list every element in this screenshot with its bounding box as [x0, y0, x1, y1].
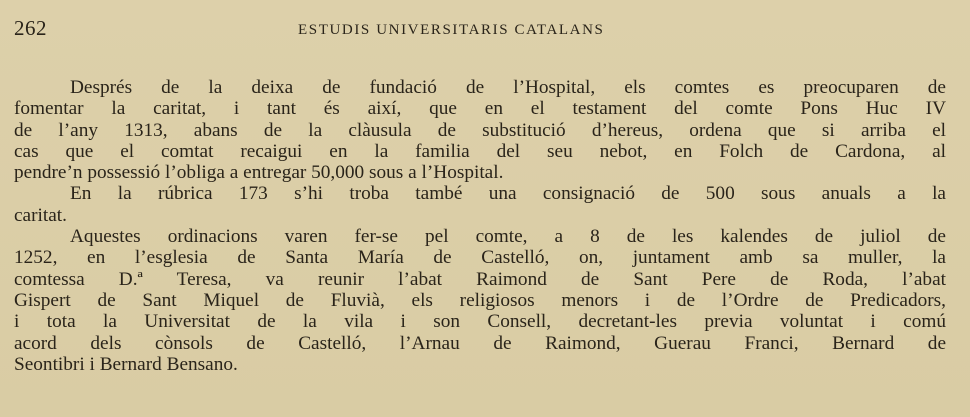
text-line: Després de la deixa de fundació de l’Hospital, els comtes es preocuparen de: [70, 77, 946, 98]
text-line: fomentar la caritat, i tant és així, que en el testament del comte Pons Huc IV: [14, 98, 946, 120]
text-line: 1252, en l’esglesia de Santa María de Castelló, on, juntament amb sa muller, la: [14, 247, 946, 269]
text-line: de l’any 1313, abans de la clàusula de substitució d’hereus, ordena que si arriba el: [14, 119, 946, 141]
text-line: Aquestes ordinacions varen fer-se pel comte, a 8 de les kalendes de juliol de: [70, 226, 946, 248]
page-header: [0, 14, 970, 44]
body-text: [14, 77, 946, 375]
text-line: Gispert de Sant Miquel de Fluvià, els religiosos menors i de l’Ordre de Predicadors,: [14, 289, 946, 311]
text-line: i tota la Universitat de la vila i son Consell, decretant-les previa voluntat i comú: [14, 311, 946, 333]
text-line: comtessa D.ª Teresa, va reunir l’abat Raimond de Sant Pere de Roda, l’abat: [14, 268, 946, 290]
text-line: En la rúbrica 173 s’hi troba també una consignació de 500 sous anuals a la: [70, 183, 946, 205]
text-line: cas que el comtat recaigui en la familia del seu nebot, en Folch de Cardona, al: [14, 140, 946, 162]
page-number: 262: [14, 16, 47, 40]
text-line: pendre’n possessió l’obliga a entregar 50,000 sous a l’Hospital.: [14, 162, 504, 184]
running-head: ESTUDIS UNIVERSITARIS CATALANS: [298, 22, 605, 38]
text-line: Seontibri i Bernard Bensano.: [14, 353, 238, 375]
text-line: caritat.: [14, 204, 67, 226]
text-line: acord dels cònsols de Castelló, l’Arnau de Raimond, Guerau Franci, Bernard de: [14, 332, 946, 354]
